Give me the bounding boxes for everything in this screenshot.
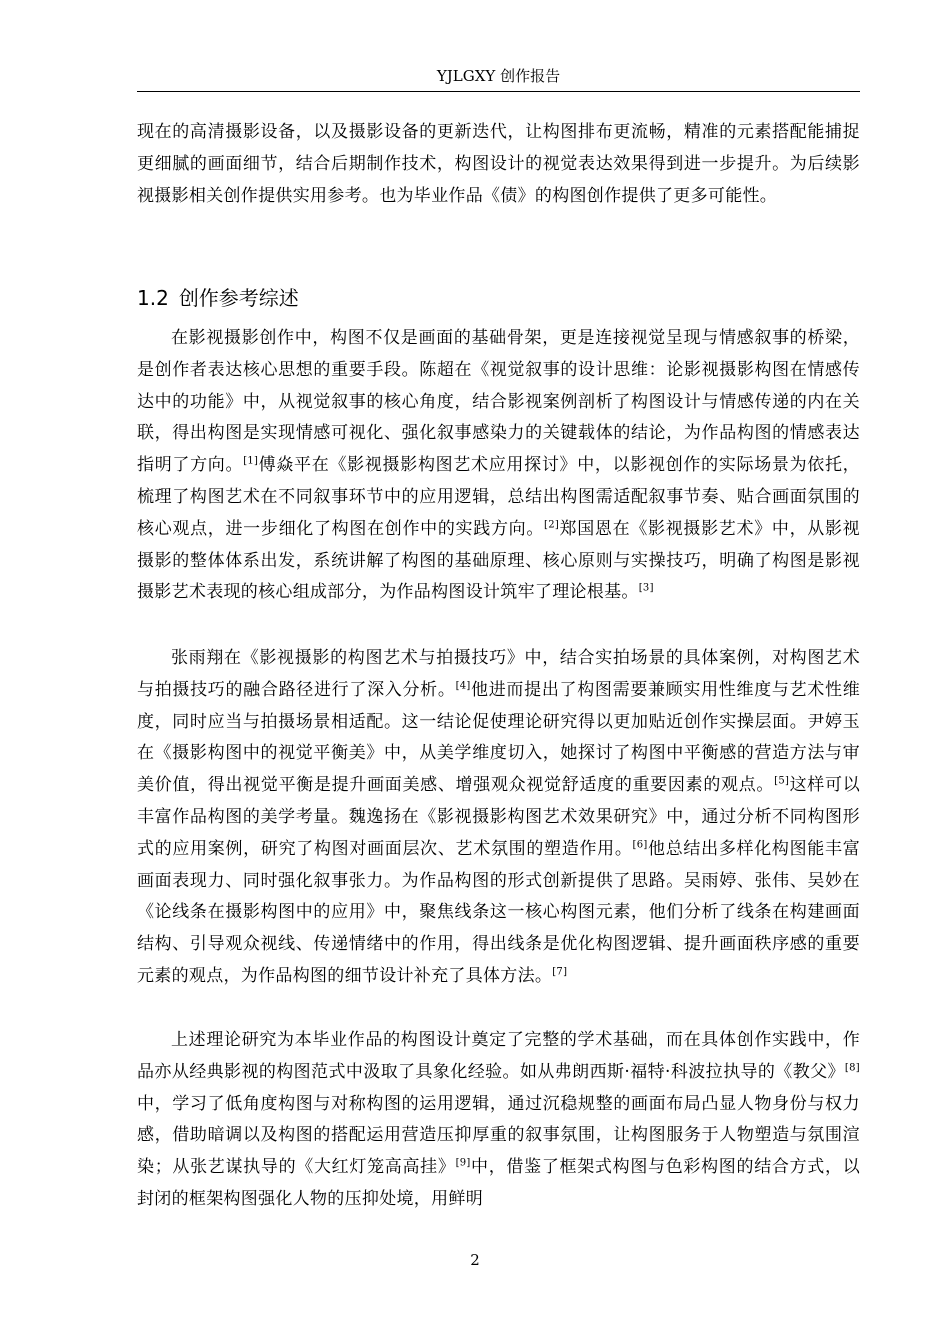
citation-marker: [5]: [774, 775, 790, 787]
paragraph-text: 上述理论研究为本毕业作品的构图设计奠定了完整的学术基础，而在具体创作实践中，作品亦从经典影视的构图范式中汲取了具象化经验。如从弗朗西斯·福特·科波拉执导的《教父》: [137, 1030, 860, 1082]
intro-paragraph: 现在的高清摄影设备，以及摄影设备的更新迭代，让构图排布更流畅，精准的元素搭配能捕捉更细腻的画面细节，结合后期制作技术，构图设计的视觉表达效果得到进一步提升。为后续影视摄影相关创作提供实用参考。也为毕业作品《债》的构图创作提供了更多可能性。: [137, 122, 860, 206]
citation-marker: [6]: [632, 839, 648, 851]
paragraph-text: 他总结出多样化构图能丰富画面表现力、同时强化叙事张力。为作品构图的形式创新提供了思路。吴雨婷、张伟、吴妙在《论线条在摄影构图中的应用》中，聚焦线条这一核心构图元素，他们分析了线条在构建画面结构、引导观众视线、传递情绪中的作用，得出线条是优化构图逻辑、提升画面秩序感的重要元素的观点，为作品构图的细节设计补充了具体方法。: [137, 838, 860, 986]
citation-marker: [2]: [544, 519, 560, 531]
body-paragraph-2: [137, 643, 860, 993]
paragraph-text: 张雨翔在《影视摄影的构图艺术与拍摄技巧》中，结合实拍场景的具体案例，对构图艺术与拍摄技巧的融合路径进行了深入分析。: [137, 648, 860, 700]
paragraph-text: 在影视摄影创作中，构图不仅是画面的基础骨架，更是连接视觉呈现与情感叙事的桥梁，是创作者表达核心思想的重要手段。陈超在《视觉叙事的设计思维：论影视摄影构图在情感传达中的功能》中，从视觉叙事的核心角度，结合影视案例剖析了构图设计与情感传递的内在关联，得出构图是实现情感可视化、强化叙事感染力的关键载体的结论，为作品构图的情感表达指明了方向。: [137, 328, 860, 476]
citation-marker: [9]: [455, 1157, 471, 1169]
section-title: 创作参考综述: [178, 286, 299, 310]
page-number: 2: [470, 1251, 480, 1269]
paragraph-text: 郑国恩在《影视摄影艺术》中，从影视摄影的整体体系出发，系统讲解了构图的基础原理、核心原则与实操技巧，明确了构图是影视摄影艺术表现的核心组成部分，为作品构图设计筑牢了理论根基。: [137, 518, 860, 603]
paragraph-text: 中，学习了低角度构图与对称构图的运用逻辑，通过沉稳规整的画面布局凸显人物身份与权力感，借助暗调以及构图的搭配运用营造压抑厚重的叙事氛围，让构图服务于人物塑造与氛围渲染；从张艺谋执导的《大红灯笼高高挂》: [137, 1093, 860, 1178]
citation-marker: [4]: [455, 680, 471, 692]
paragraph-text: 中，借鉴了框架式构图与色彩构图的结合方式，以封闭的框架构图强化人物的压抑处境，用鲜明: [137, 1157, 860, 1209]
citation-marker: [7]: [552, 966, 568, 978]
page-header: YJLGXY 创作报告: [436, 67, 561, 85]
section-number: 1.2: [137, 286, 169, 310]
citation-marker: [8]: [844, 1062, 860, 1074]
paragraph-text: 傅焱平在《影视摄影构图艺术应用探讨》中，以影视创作的实际场景为依托，梳理了构图艺术在不同叙事环节中的应用逻辑，总结出构图需适配叙事节奏、贴合画面氛围的核心观点，进一步细化了构图在创作中的实践方向。: [137, 455, 860, 539]
section-heading: [137, 284, 299, 312]
citation-marker: [3]: [638, 582, 654, 594]
paragraph-text: 这样可以丰富作品构图的美学考量。魏逸扬在《影视摄影构图艺术效果研究》中，通过分析不同构图形式的应用案例，研究了构图对画面层次、艺术氛围的塑造作用。: [137, 775, 860, 859]
body-paragraph-3: [137, 1025, 860, 1216]
header-divider: [137, 91, 860, 92]
paragraph-text: 他进而提出了构图需要兼顾实用性维度与艺术性维度，同时应当与拍摄场景相适配。这一结论促使理论研究得以更加贴近创作实操层面。尹婷玉在《摄影构图中的视觉平衡美》中，从美学维度切入，她探讨了构图中平衡感的营造方法与审美价值，得出视觉平衡是提升画面美感、增强观众视觉舒适度的重要因素的观点。: [137, 679, 860, 796]
citation-marker: [1]: [243, 455, 259, 467]
body-paragraph-1: [137, 323, 860, 609]
